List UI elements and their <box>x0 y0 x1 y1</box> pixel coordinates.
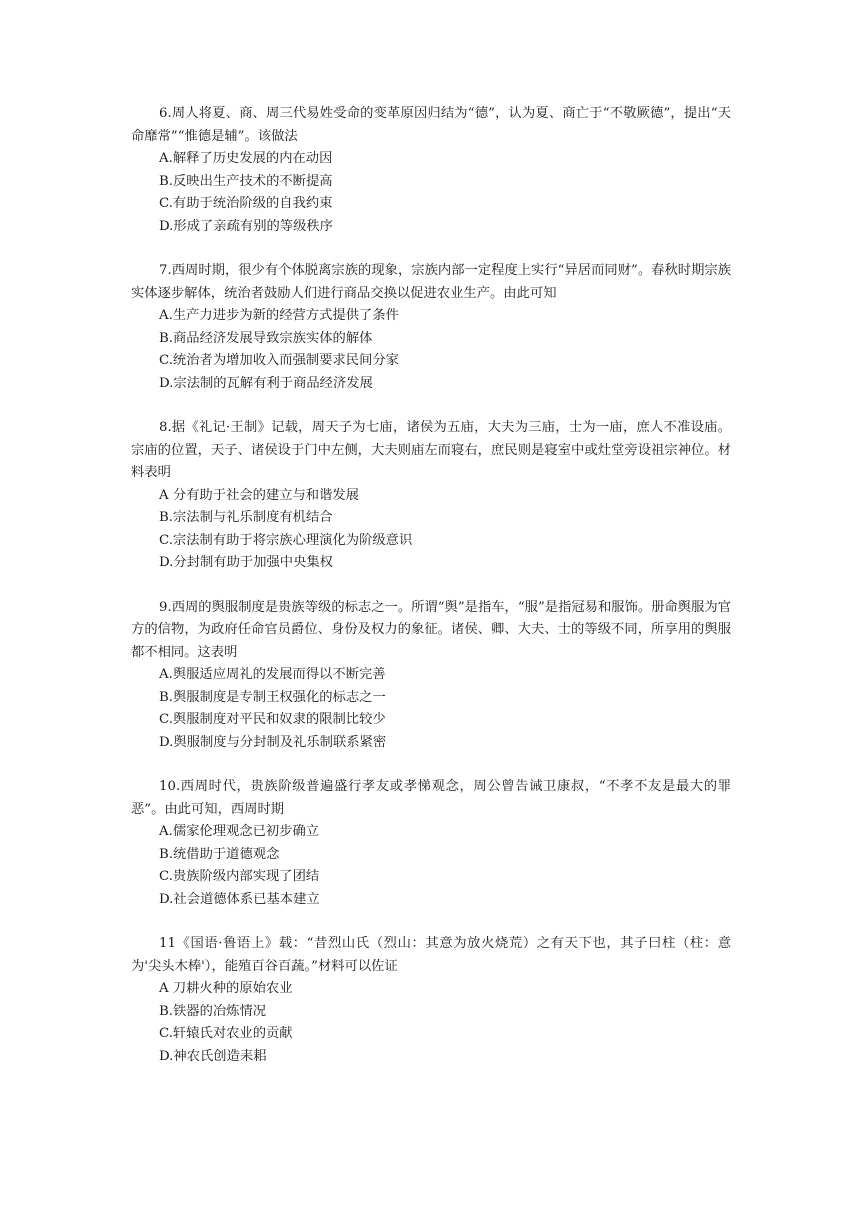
question-11 <box>131 933 731 1068</box>
option-c: C.贵族阶级内部实现了团结 <box>159 869 320 884</box>
question-6 <box>131 103 731 238</box>
option-c: C.轩辕氏对农业的贡献 <box>159 1026 293 1041</box>
question-8 <box>131 417 731 575</box>
option-c: C.有助于统治阶级的自我约束 <box>159 196 333 211</box>
option-list <box>131 305 731 395</box>
question-stem: 6.周人将夏、商、周三代易姓受命的变革原因归结为“德”，认为夏、商亡于“不敬厥德”，提出“天命靡常”“惟德是辅”。该做法 <box>131 106 731 144</box>
question-9 <box>131 597 731 755</box>
option-list <box>131 485 731 575</box>
option-b: B.统借助于道德观念 <box>159 846 280 862</box>
option-d: D.舆服制度与分封制及礼乐制联系紧密 <box>159 734 387 750</box>
option-d: D.社会道德体系已基本建立 <box>159 891 320 907</box>
option-c: C.舆服制度对平民和奴隶的限制比较少 <box>159 712 386 727</box>
option-b: B.舆服制度是专制王权强化的标志之一 <box>159 689 386 705</box>
option-list <box>131 978 731 1068</box>
question-7 <box>131 260 731 395</box>
question-list <box>131 103 731 1090</box>
question-stem: 10.西周时代，贵族阶级普遍盛行孝友或孝悌观念，周公曾告诫卫康叔，“不孝不友是最大的罪恶”。由此可知，西周时期 <box>131 779 731 817</box>
option-b: B.铁器的冶炼情况 <box>159 1003 267 1019</box>
option-b: B.反映出生产技术的不断提高 <box>159 173 333 189</box>
question-stem: 9.西周的舆服制度是贵族等级的标志之一。所谓“舆”是指车，“服”是指冠易和服饰。册命舆服为官方的信物，为政府任命官员爵位、身份及权力的象征。诸侯、卿、大夫、士的等级不同，所享用的舆服都不相同。这表明 <box>131 599 731 660</box>
option-c: C.统治者为增加收入而强制要求民间分家 <box>159 353 399 368</box>
option-a: A.解释了历史发展的内在动因 <box>159 151 333 166</box>
option-c: C.宗法制有助于将宗族心理演化为阶级意识 <box>159 532 413 548</box>
option-d: D.形成了亲疏有别的等级秩序 <box>159 218 333 234</box>
option-a: A 刀耕火种的原始农业 <box>159 981 293 996</box>
option-b: B.商品经济发展导致宗族实体的解体 <box>159 330 373 346</box>
option-b: B.宗法制与礼乐制度有机结合 <box>159 510 333 525</box>
option-a: A 分有助于社会的建立与和谐发展 <box>159 487 359 503</box>
question-stem: 11《国语·鲁语上》载：“昔烈山氏（烈山：其意为放火烧荒）之有天下也，其子曰柱（柱：意为'尖头木棒'），能殖百谷百蔬。”材料可以佐证 <box>131 936 731 974</box>
option-a: A.舆服适应周礼的发展而得以不断完善 <box>159 667 386 682</box>
question-10 <box>131 776 731 911</box>
question-stem: 8.据《礼记·王制》记载，周天子为七庙，诸侯为五庙，大夫为三庙，士为一庙，庶人不准设庙。宗庙的位置，天子、诸侯设于门中左侧，大夫则庙左而寝右，庶民则是寝室中或灶堂旁设祖宗神位。材料表明 <box>131 420 731 480</box>
option-list <box>131 821 731 911</box>
option-list <box>131 148 731 238</box>
option-list <box>131 664 731 754</box>
option-a: A.生产力进步为新的经营方式提供了条件 <box>159 308 399 323</box>
question-stem: 7.西周时期，很少有个体脱离宗族的现象，宗族内部一定程度上实行“异居而同财”。春秋时期宗族实体逐步解体，统治者鼓励人们进行商品交换以促进农业生产。由此可知 <box>131 263 731 301</box>
option-d: D.宗法制的瓦解有利于商品经济发展 <box>159 375 373 391</box>
option-a: A.儒家伦理观念已初步确立 <box>159 824 320 839</box>
option-d: D.神农氏创造耒耜 <box>159 1048 267 1064</box>
option-d: D.分封制有助于加强中央集权 <box>159 555 333 570</box>
